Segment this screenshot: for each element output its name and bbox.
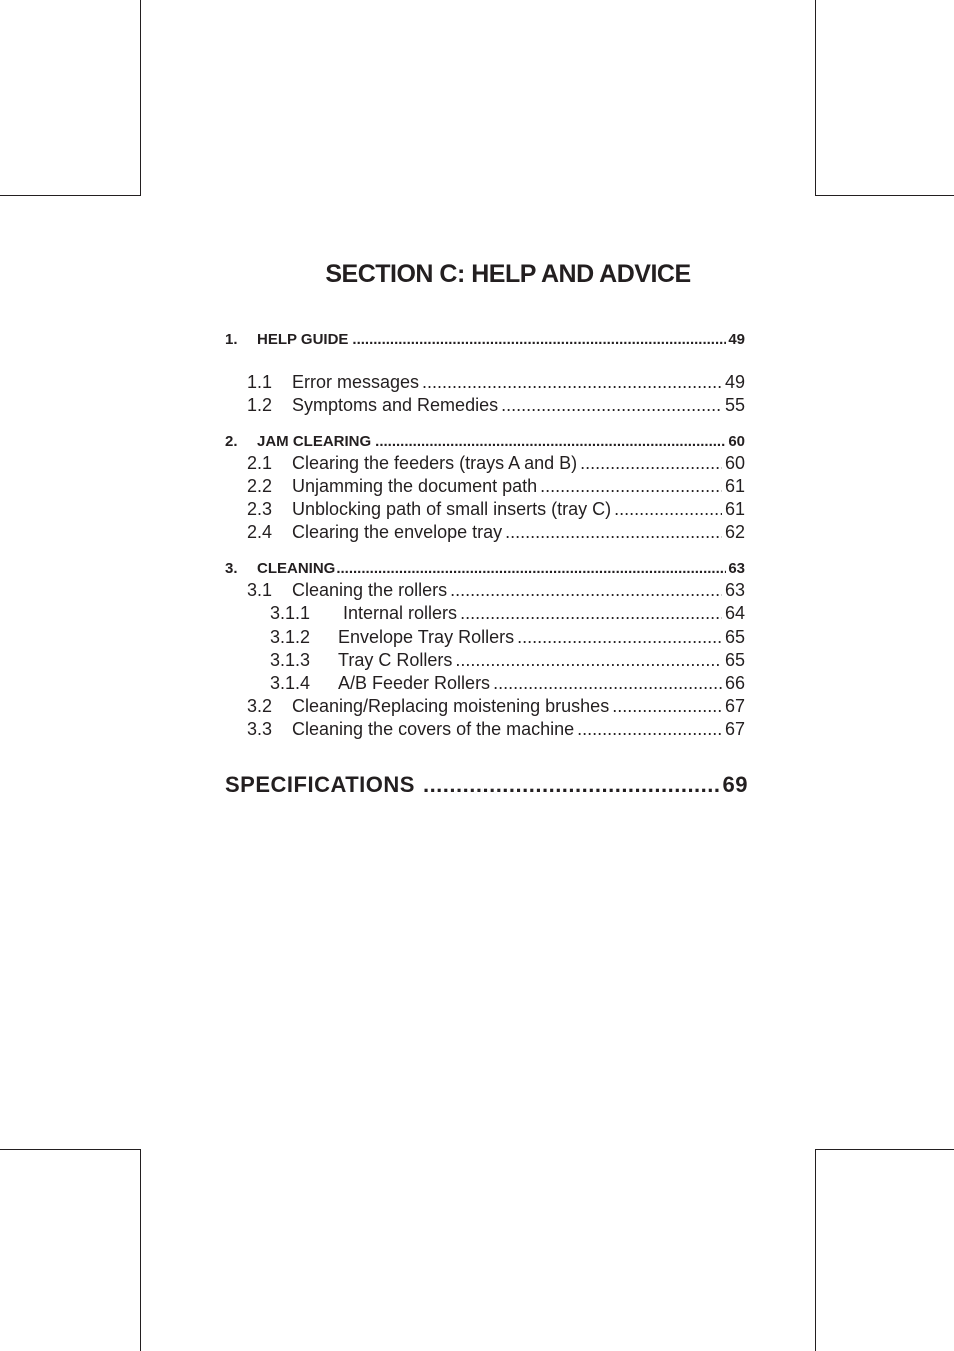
toc-entry-cleaning-rollers[interactable] — [225, 580, 745, 601]
toc-entry-page: 63 — [728, 560, 745, 577]
toc-leader-dots — [450, 580, 722, 601]
toc-entry-number: 3.1 — [247, 580, 273, 600]
toc-leader-dots — [375, 433, 726, 450]
toc-entry-number: 3.2 — [247, 696, 273, 716]
toc-entry-unjamming-document-path[interactable] — [225, 476, 745, 497]
toc-entry-number: 1.1 — [247, 372, 273, 392]
toc-entry-number: 3.1.4 — [270, 673, 311, 693]
crop-mark-top-left-vertical — [140, 0, 141, 195]
toc-leader-dots — [580, 453, 722, 474]
toc-entry-page: 60 — [728, 433, 745, 450]
toc-entry-ab-feeder-rollers[interactable] — [225, 673, 745, 694]
toc-entry-number: 2.3 — [247, 499, 273, 519]
toc-leader-dots — [423, 772, 719, 798]
toc-leader-dots — [493, 673, 722, 694]
toc-entry-label: Envelope Tray Rollers — [338, 627, 515, 647]
toc-entry-clearing-feeders[interactable] — [225, 453, 745, 474]
crop-mark-top-right-vertical — [815, 0, 816, 195]
toc-entry-number: 3.1.1 — [270, 603, 311, 623]
toc-entry-label: CLEANING — [257, 560, 336, 577]
toc-entry-page: 65 — [724, 650, 745, 670]
toc-entry-label: HELP GUIDE — [257, 331, 349, 348]
toc-entry-page: 64 — [724, 603, 745, 623]
toc-entry-page: 55 — [724, 395, 745, 415]
toc-entry-page: 67 — [724, 696, 745, 716]
toc-entry-number: 3.1.3 — [270, 650, 311, 670]
toc-entry-number: 1.2 — [247, 395, 273, 415]
toc-entry-clearing-envelope-tray[interactable] — [225, 522, 745, 543]
toc-leader-dots — [540, 476, 722, 497]
toc-entry-specifications[interactable] — [225, 772, 748, 798]
toc-entry-label: Cleaning the rollers — [292, 580, 448, 600]
toc-leader-dots — [455, 650, 722, 671]
crop-mark-bottom-left-horizontal — [0, 1149, 141, 1150]
toc-leader-dots — [336, 560, 726, 577]
crop-mark-bottom-right-horizontal — [815, 1149, 954, 1150]
toc-entry-page: 65 — [724, 627, 745, 647]
toc-entry-jam-clearing[interactable] — [225, 433, 745, 450]
toc-entry-unblocking-small-inserts[interactable] — [225, 499, 745, 520]
toc-leader-dots — [422, 372, 722, 393]
toc-entry-label: Unjamming the document path — [292, 476, 538, 496]
toc-entry-label: JAM CLEARING — [257, 433, 372, 450]
toc-entry-cleaning-covers[interactable] — [225, 719, 745, 740]
toc-leader-dots — [517, 627, 722, 648]
toc-entry-internal-rollers[interactable] — [225, 603, 745, 624]
toc-entry-page: 62 — [724, 522, 745, 542]
toc-entry-cleaning[interactable] — [225, 560, 745, 577]
toc-entry-symptoms-remedies[interactable] — [225, 395, 745, 416]
toc-entry-error-messages[interactable] — [225, 372, 745, 393]
toc-entry-page: 63 — [724, 580, 745, 600]
toc-entry-page: 69 — [722, 772, 748, 797]
toc-entry-help-guide[interactable] — [225, 331, 745, 348]
crop-mark-bottom-left-vertical — [140, 1149, 141, 1351]
toc-entry-label: Internal rollers — [338, 603, 458, 623]
toc-leader-dots — [577, 719, 722, 740]
toc-leader-dots — [614, 499, 722, 520]
toc-entry-label: SPECIFICATIONS — [225, 772, 415, 797]
toc-entry-tray-c-rollers[interactable] — [225, 650, 745, 671]
crop-mark-top-right-horizontal — [815, 195, 954, 196]
toc-entry-label: Error messages — [292, 372, 420, 392]
toc-entry-page: 49 — [724, 372, 745, 392]
toc-entry-number: 2.1 — [247, 453, 273, 473]
toc-leader-dots — [460, 603, 722, 624]
crop-mark-top-left-horizontal — [0, 195, 141, 196]
toc-entry-label: A/B Feeder Rollers — [338, 673, 491, 693]
crop-mark-bottom-right-vertical — [815, 1149, 816, 1351]
toc-entry-number: 2.2 — [247, 476, 273, 496]
toc-entry-page: 67 — [724, 719, 745, 739]
toc-entry-number: 3.1.2 — [270, 627, 311, 647]
toc-entry-label: Unblocking path of small inserts (tray C) — [292, 499, 612, 519]
toc-entry-number: 3.3 — [247, 719, 273, 739]
toc-entry-number: 2.4 — [247, 522, 273, 542]
toc-leader-dots — [505, 522, 722, 543]
toc-entry-label: Tray C Rollers — [338, 650, 453, 670]
toc-entry-page: 66 — [724, 673, 745, 693]
toc-entry-label: Symptoms and Remedies — [292, 395, 499, 415]
section-title: SECTION C: HELP AND ADVICE — [325, 260, 691, 288]
toc-entry-label: Clearing the envelope tray — [292, 522, 503, 542]
toc-leader-dots — [352, 331, 726, 348]
toc-leader-dots — [501, 395, 722, 416]
toc-entry-page: 60 — [724, 453, 745, 473]
toc-entry-label: Clearing the feeders (trays A and B) — [292, 453, 578, 473]
toc-entry-label: Cleaning/Replacing moistening brushes — [292, 696, 610, 716]
toc-entry-page: 61 — [724, 476, 745, 496]
toc-entry-page: 61 — [724, 499, 745, 519]
toc-entry-moistening-brushes[interactable] — [225, 696, 745, 717]
toc-entry-number: 3. — [225, 560, 238, 577]
toc-entry-number: 2. — [225, 433, 238, 450]
toc-entry-label: Cleaning the covers of the machine — [292, 719, 575, 739]
toc-leader-dots — [612, 696, 722, 717]
toc-entry-envelope-tray-rollers[interactable] — [225, 627, 745, 648]
toc-entry-page: 49 — [728, 331, 745, 348]
toc-entry-number: 1. — [225, 331, 238, 348]
